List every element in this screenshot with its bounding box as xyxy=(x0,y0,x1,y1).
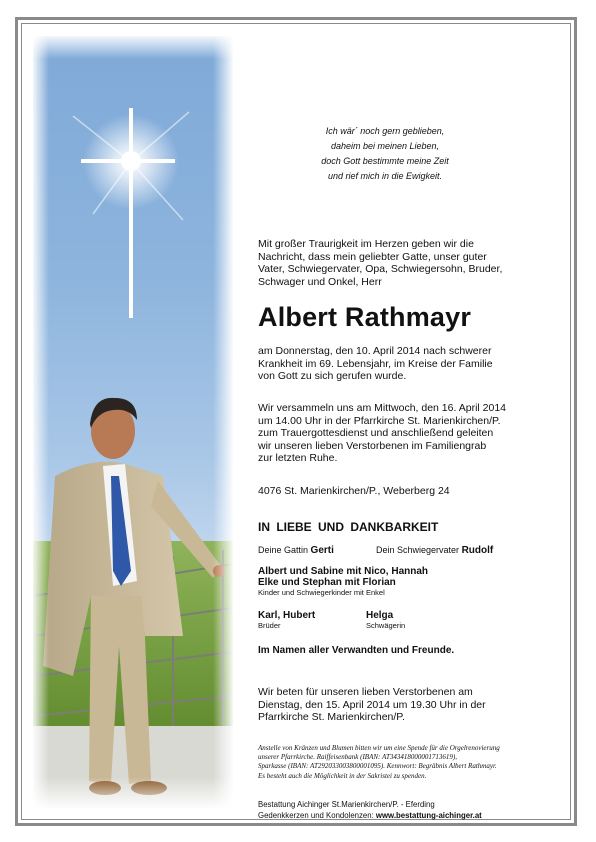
prayer-line: Pfarrkirche St. Marienkirchen/P. xyxy=(258,711,405,723)
brothers-names: Karl, Hubert xyxy=(258,610,316,621)
condolence-prefix: Gedenkkerzen und Kondolenzen: xyxy=(258,810,374,820)
poem-line: daheim bei meinen Lieben, xyxy=(330,141,440,151)
death-line: von Gott zu sich gerufen wurde. xyxy=(258,370,407,382)
brothers-caption: Brüder xyxy=(258,621,281,630)
sister-in-law-name: Helga xyxy=(366,610,394,621)
condolence-link[interactable]: www.bestattung-aichinger.at xyxy=(375,810,482,820)
photo-vignette xyxy=(33,36,233,808)
footer xyxy=(258,800,482,821)
intro-line: Vater, Schwiegervater, Opa, Schwiegersohn, Bruder, xyxy=(258,263,503,275)
father-in-law-line xyxy=(376,545,493,556)
gathering-line: Wir versammeln uns am Mittwoch, den 16. April 2014 xyxy=(258,402,507,414)
donation-line: unserer Pfarrkirche. Raiffeisenbank (IBAN: AT343418000001713619), xyxy=(258,753,457,762)
death-line: Krankheit im 69. Lebensjahr, im Kreise der Familie xyxy=(258,357,493,370)
poem-line: Ich wär´ noch gern geblieben, xyxy=(325,126,445,136)
sister-in-law-block xyxy=(366,610,405,630)
children-caption: Kinder und Schwiegerkinder mit Enkel xyxy=(258,588,385,597)
poem xyxy=(260,124,510,184)
sister-in-law-caption: Schwägerin xyxy=(366,621,406,630)
deceased-name: Albert Rathmayr xyxy=(258,302,472,332)
donation-note xyxy=(258,744,558,781)
prayer-line: Dienstag, den 15. April 2014 um 19.30 Uhr in der xyxy=(258,698,486,711)
thanks-heading: IN LIEBE UND DANKBARKEIT xyxy=(258,520,439,534)
children-line: Elke und Stephan mit Florian xyxy=(258,577,396,588)
wife-prefix: Deine Gattin xyxy=(258,545,309,555)
gathering-line: zur letzten Ruhe. xyxy=(258,452,338,464)
donation-line: Anstelle von Kränzen und Blumen bitten wir um eine Spende für die Orgelrenovierung xyxy=(258,744,500,752)
gathering-text xyxy=(258,402,548,465)
children-block xyxy=(258,566,428,597)
death-text xyxy=(258,345,548,383)
wife-name: Gerti xyxy=(310,545,334,556)
donation-line: Sparkasse (IBAN: AT292033003800001095). Kennwort: Begräbnis Albert Rathmayr. xyxy=(258,762,497,771)
gathering-line: wir unseren lieben Verstorbenen im Familiengrab xyxy=(258,439,487,452)
intro-line: Schwager und Onkel, Herr xyxy=(258,275,382,288)
siblings-block xyxy=(258,610,315,630)
intro-line: Mit großer Traurigkeit im Herzen geben wir die xyxy=(258,238,474,250)
children-line: Albert und Sabine mit Nico, Hannah xyxy=(258,566,429,577)
address: 4076 St. Marienkirchen/P., Weberberg 24 xyxy=(258,485,450,497)
memorial-photo xyxy=(33,36,233,808)
all-relatives: Im Namen aller Verwandten und Freunde. xyxy=(258,645,455,656)
father-in-law-name: Rudolf xyxy=(461,545,494,556)
condolence-line xyxy=(258,811,482,822)
poem-line: doch Gott bestimmte meine Zeit xyxy=(321,156,449,166)
death-line: am Donnerstag, den 10. April 2014 nach schwerer xyxy=(258,345,492,357)
gathering-line: zum Trauergottesdienst und anschließend geleiten xyxy=(258,427,494,439)
poem-line: und rief mich in die Ewigkeit. xyxy=(327,171,443,181)
wife-line xyxy=(258,545,334,556)
intro-line: Nachricht, dass mein geliebter Gatte, unser guter xyxy=(258,250,487,263)
funeral-home: Bestattung Aichinger St.Marienkirchen/P. - Eferding xyxy=(258,800,435,809)
prayer-text xyxy=(258,686,548,724)
prayer-line: Wir beten für unseren lieben Verstorbenen am xyxy=(258,686,473,698)
gathering-line: um 14.00 Uhr in der Pfarrkirche St. Marienkirchen/P. xyxy=(258,414,501,427)
father-in-law-prefix: Dein Schwiegervater xyxy=(376,545,460,555)
intro-text xyxy=(258,238,548,288)
donation-line: Es besteht auch die Möglichkeit in der Sakristei zu spenden. xyxy=(258,771,427,780)
